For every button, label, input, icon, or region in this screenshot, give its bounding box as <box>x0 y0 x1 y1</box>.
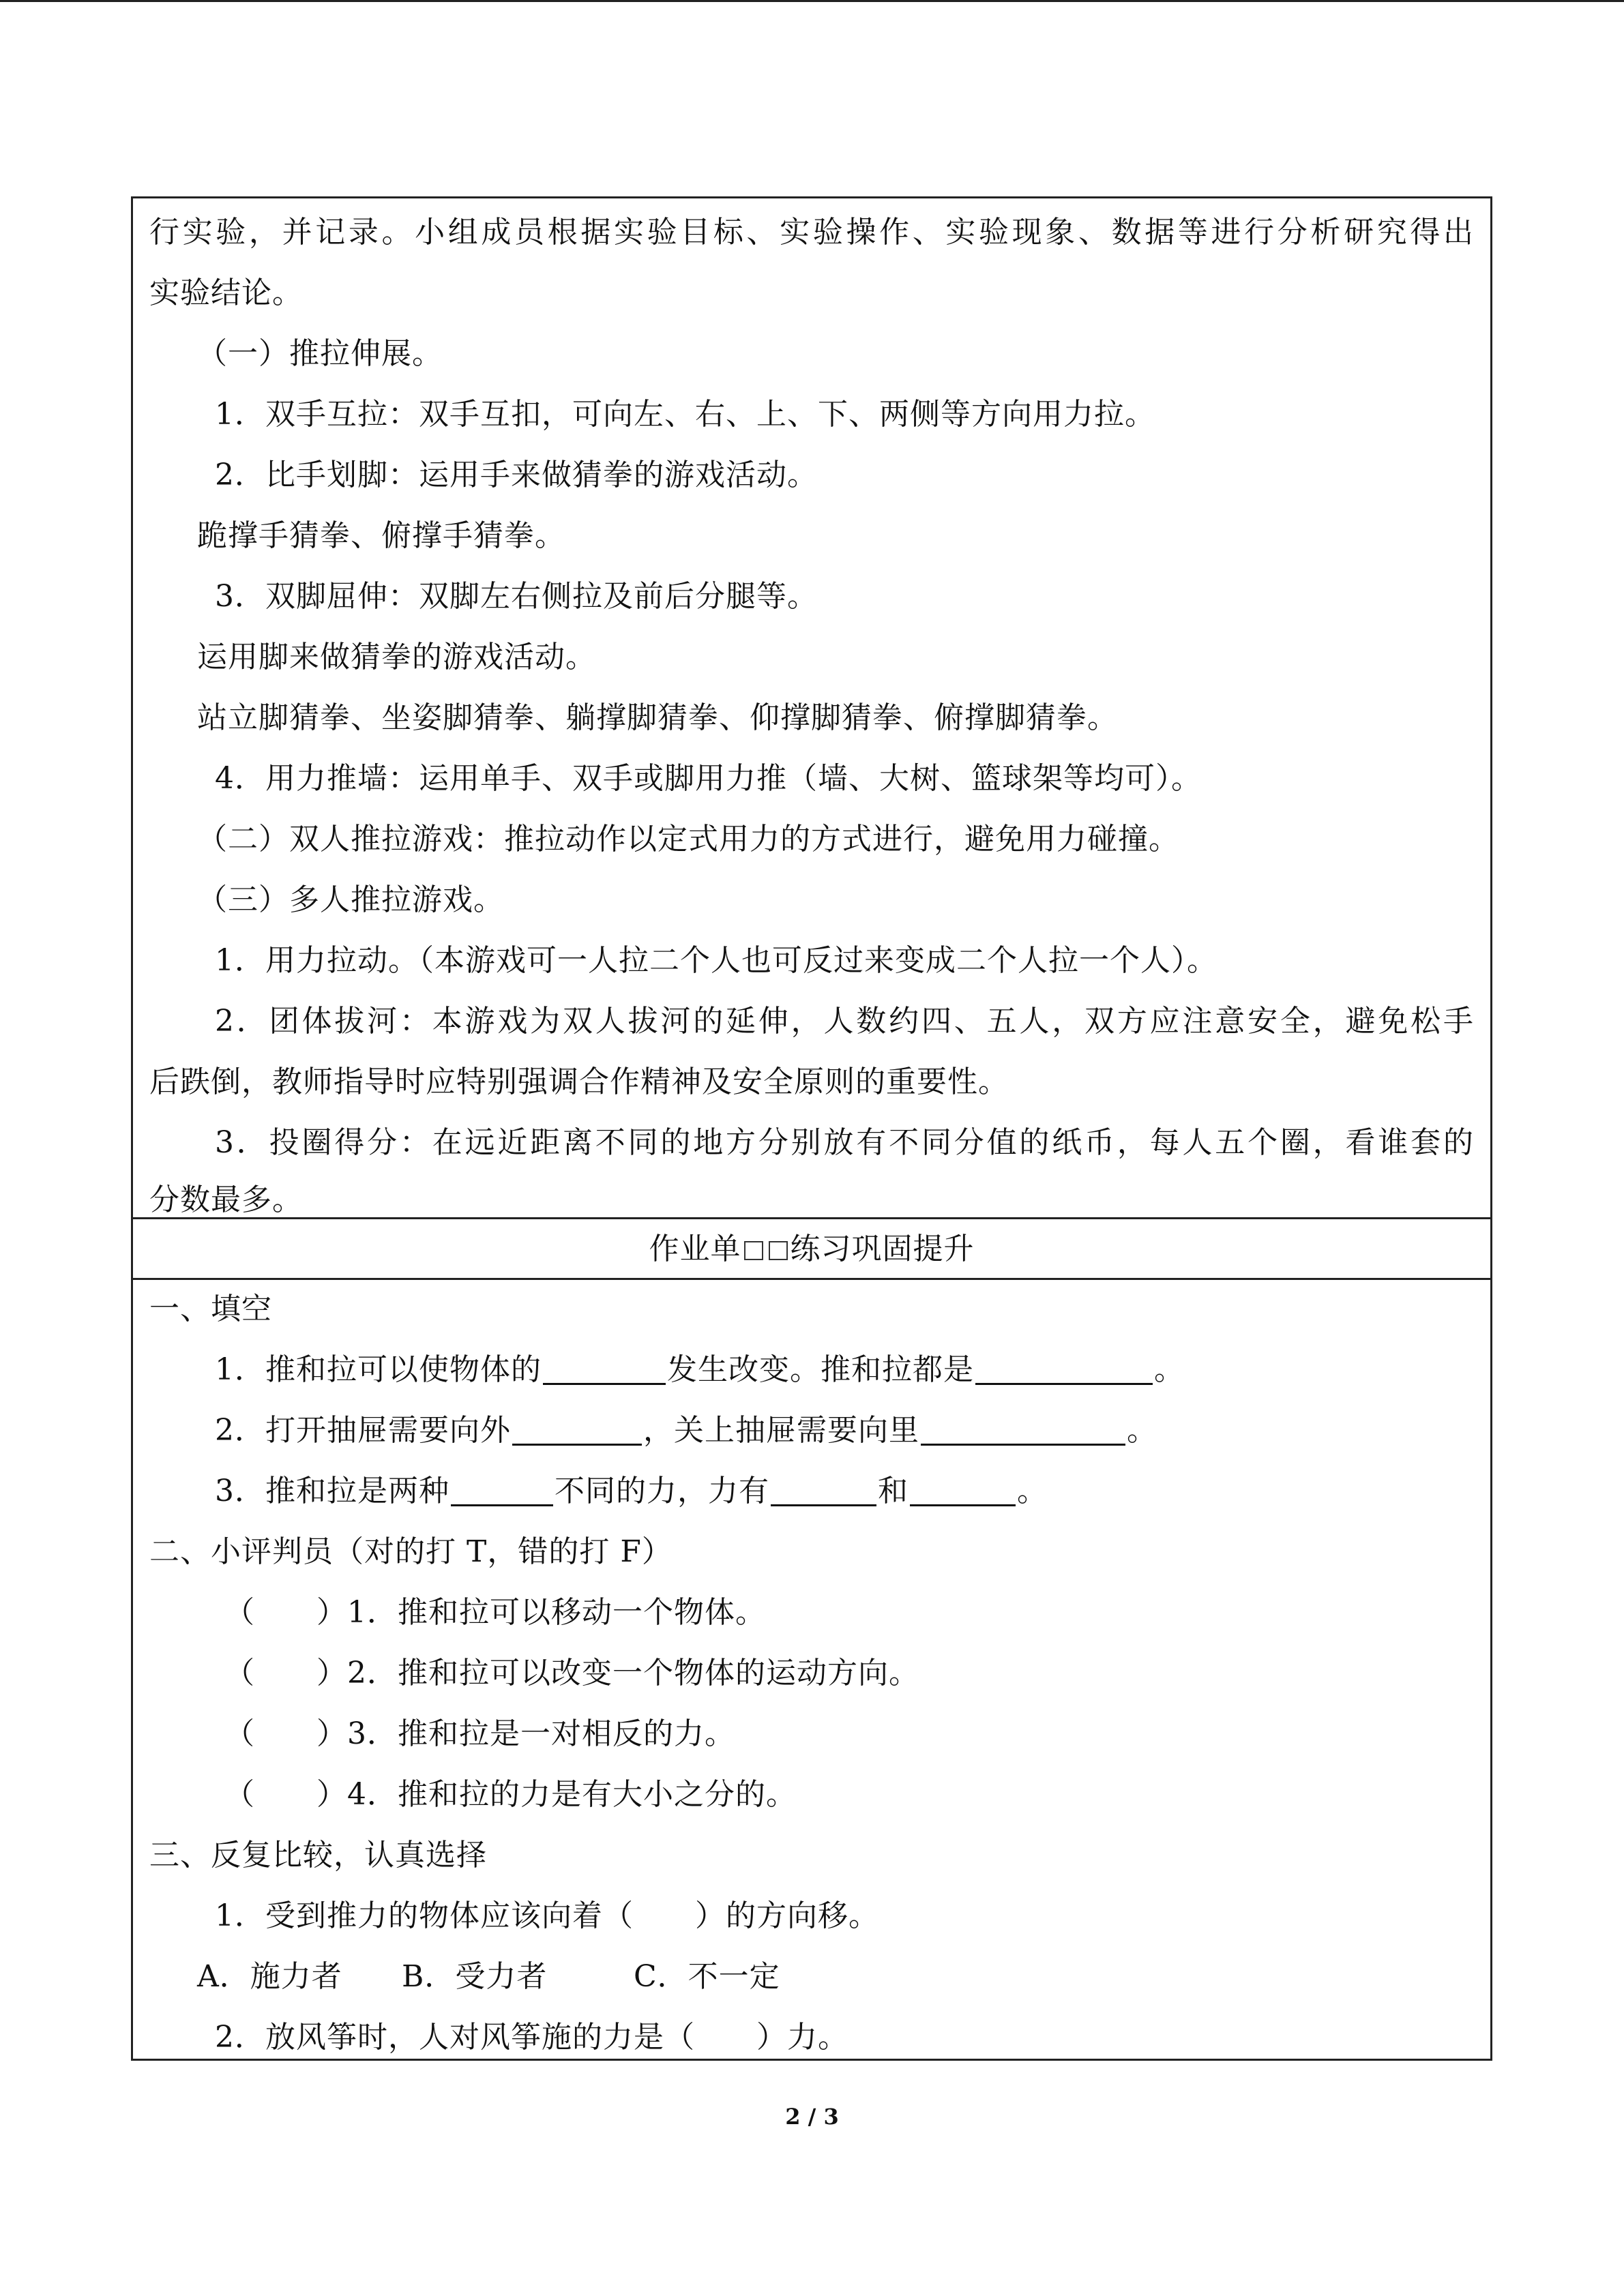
content-line: 站立脚猜拳、坐姿脚猜拳、躺撑脚猜拳、仰撑脚猜拳、俯撑脚猜拳。 <box>197 700 1118 735</box>
question-text: 不同的力，力有 <box>555 1474 769 1508</box>
square-icon <box>744 1241 763 1260</box>
question-text: 2．打开抽屉需要向外 <box>215 1413 511 1448</box>
content-line: 1．双手互拉：双手互扣，可向左、右、上、下、两侧等方向用力拉。 <box>215 397 1155 432</box>
part3-title: 三、反复比较，认真选择 <box>149 1838 487 1873</box>
tf-question-1: （ ）1．推和拉可以移动一个物体。 <box>224 1595 766 1630</box>
answer-blank[interactable] <box>451 1473 553 1506</box>
choice-options-1 <box>197 1956 1474 1997</box>
content-line: 2．比手划脚：运用手来做猜拳的游戏活动。 <box>215 458 818 492</box>
fill-question-1 <box>215 1350 1474 1390</box>
exercise-cell <box>133 1282 1490 2059</box>
experiment-content-cell <box>133 198 1490 1219</box>
content-heading: （二）双人推拉游戏：推拉动作以定式用力的方式进行，避免用力碰撞。 <box>197 822 1179 856</box>
content-heading: （三）多人推拉游戏。 <box>197 882 504 917</box>
answer-blank[interactable] <box>543 1352 666 1385</box>
answer-blank[interactable] <box>921 1412 1125 1446</box>
answer-blank[interactable] <box>512 1412 642 1446</box>
homework-header-cell <box>133 1219 1490 1280</box>
choice-question-1: 1．受到推力的物体应该向着（ ）的方向移。 <box>215 1898 879 1933</box>
question-text: 1．推和拉可以使物体的 <box>215 1352 542 1387</box>
content-line: 2．团体拔河：本游戏为双人拔河的延伸，人数约四、五人，双方应注意安全，避免松手 <box>215 1004 1474 1039</box>
content-heading: （一）推拉伸展。 <box>197 336 443 371</box>
tf-question-3: （ ）3．推和拉是一对相反的力。 <box>224 1716 735 1751</box>
question-text: ，关上抽屉需要向里 <box>643 1413 919 1448</box>
choice-question-2: 2．放风筝时，人对风筝施的力是（ ）力。 <box>215 2020 848 2055</box>
part2-title: 二、小评判员（对的打 T，错的打 F） <box>149 1534 673 1569</box>
content-line: 1．用力拉动。（本游戏可一人拉二个人也可反过来变成二个人拉一个人）。 <box>215 943 1217 978</box>
header-right-text: 练习巩固提升 <box>790 1232 975 1266</box>
fill-question-2 <box>215 1410 1474 1451</box>
part1-title: 一、填空 <box>149 1292 272 1326</box>
answer-blank[interactable] <box>771 1473 876 1506</box>
question-text: 。 <box>1127 1413 1157 1448</box>
question-text: 和 <box>878 1474 909 1508</box>
question-text: 。 <box>1154 1352 1185 1387</box>
page-number: 2 / 3 <box>785 2104 839 2130</box>
choice-option-a[interactable]: A．施力者 <box>197 1959 342 1994</box>
homework-header <box>133 1229 1490 1270</box>
choice-option-c[interactable]: C．不一定 <box>634 1959 780 1994</box>
tf-question-4: （ ）4．推和拉的力是有大小之分的。 <box>224 1777 797 1812</box>
content-line: 跪撑手猜拳、俯撑手猜拳。 <box>197 518 565 553</box>
content-line: 行实验，并记录。小组成员根据实验目标、实验操作、实验现象、数据等进行分析研究得出 <box>149 215 1474 250</box>
content-line: 3．双脚屈伸：双脚左右侧拉及前后分腿等。 <box>215 579 818 614</box>
content-line: 3．投圈得分：在远近距离不同的地方分别放有不同分值的纸币，每人五个圈，看谁套的 <box>215 1125 1474 1160</box>
fill-question-3 <box>215 1471 1474 1512</box>
content-line: 实验结论。 <box>149 275 303 310</box>
header-left-text: 作业单 <box>649 1232 741 1266</box>
content-line: 4．用力推墙：运用单手、双手或脚用力推（墙、大树、篮球架等均可）。 <box>215 761 1202 796</box>
page-top-border <box>0 0 1624 2</box>
content-line: 运用脚来做猜拳的游戏活动。 <box>197 640 596 674</box>
question-text: 发生改变。推和拉都是 <box>667 1352 974 1387</box>
tf-question-2: （ ）2．推和拉可以改变一个物体的运动方向。 <box>224 1656 919 1690</box>
square-icon <box>769 1241 788 1260</box>
content-line: 分数最多。 <box>149 1182 303 1217</box>
choice-option-b[interactable]: B．受力者 <box>402 1959 548 1994</box>
content-line: 后跌倒，教师指导时应特别强调合作精神及安全原则的重要性。 <box>149 1064 1009 1099</box>
question-text: 3．推和拉是两种 <box>215 1474 449 1508</box>
answer-blank[interactable] <box>910 1473 1016 1506</box>
question-text: 。 <box>1017 1474 1048 1508</box>
answer-blank[interactable] <box>975 1352 1153 1385</box>
worksheet-table <box>131 196 1492 2061</box>
